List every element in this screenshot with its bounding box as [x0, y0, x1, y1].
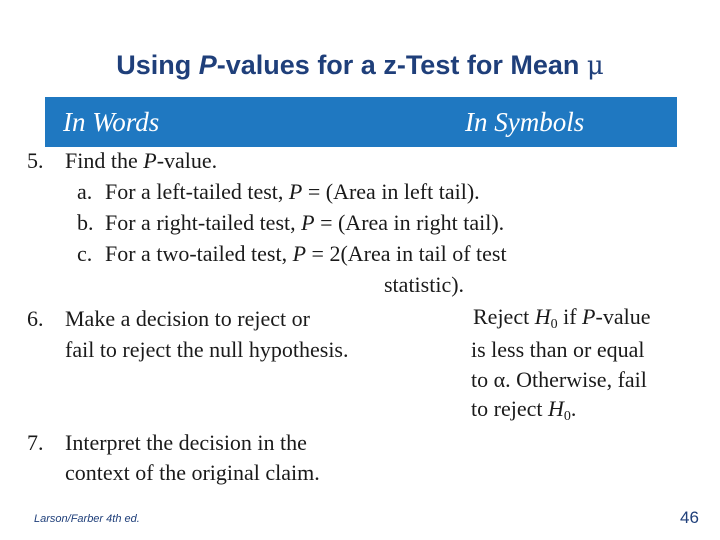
step-6-number: 6. [27, 306, 44, 331]
step-5-text: Find the P-value. [65, 148, 218, 173]
step-5c-text: For a two-tailed test, P = 2(Area in tail of test [105, 241, 507, 266]
step-5b-text: For a right-tailed test, P = (Area in right tail). [105, 210, 505, 235]
page-number: 46 [680, 508, 699, 527]
symbol-reject-line-1: Reject $H_0$ if P-value [473, 304, 651, 332]
step-7-line-1: Interpret the decision in the [65, 430, 307, 455]
step-5a-text: For a left-tailed test, P = (Area in left tail). [105, 179, 480, 204]
step-6-line-1: Make a decision to reject or [65, 306, 310, 331]
step-5a-letter: a. [77, 179, 93, 204]
step-5c-letter: c. [77, 241, 93, 266]
step-6-line-2: fail to reject the null hypothesis. [65, 337, 349, 362]
step-5c-continuation: statistic). [384, 272, 465, 297]
step-5b-letter: b. [77, 210, 94, 235]
alpha-symbol: α [493, 367, 506, 392]
header-band [45, 97, 677, 147]
footer-credit: Larson/Farber 4th ed. [34, 513, 140, 525]
header-in-words: In Words [63, 107, 160, 137]
symbol-reject-line-3: to α. Otherwise, fail [471, 367, 647, 392]
slide-title: Using P-values for a z-Test for Mean μ [116, 50, 604, 81]
step-5-number: 5. [27, 148, 44, 173]
header-in-symbols: In Symbols [465, 107, 585, 137]
step-7-line-2: context of the original claim. [65, 460, 320, 485]
mu-symbol: μ [586, 51, 604, 81]
step-7-number: 7. [27, 430, 44, 455]
symbol-reject-line-2: is less than or equal [471, 337, 645, 362]
symbol-reject-line-4: to reject $H_0$. [471, 396, 577, 424]
